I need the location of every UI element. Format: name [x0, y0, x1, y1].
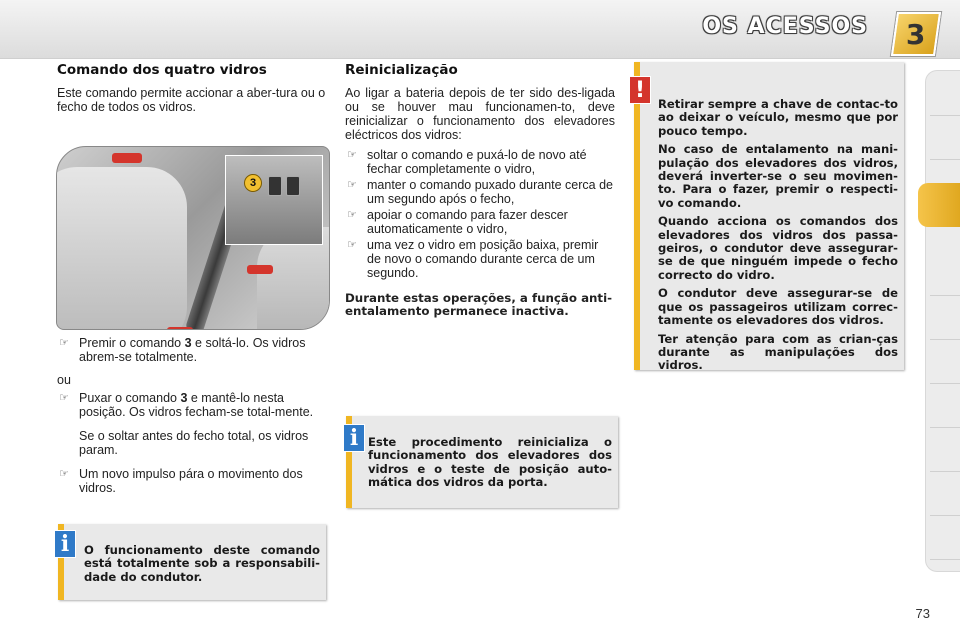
info-icon: i — [343, 424, 365, 452]
bullet-text: Puxar o comando — [79, 391, 181, 405]
pointing-hand-icon: ☞ — [59, 337, 69, 349]
bullet-text: e mantê-lo nesta posição. Os vidros fecham-se total-mente. — [79, 391, 314, 419]
page-number: 73 — [915, 606, 930, 621]
side-tab[interactable] — [930, 383, 960, 428]
bullet-continuation — [57, 429, 327, 457]
reset-step-text: manter o comando puxado durante cerca de um segundo após o fecho, — [367, 178, 613, 206]
pointing-hand-icon: ☞ — [347, 239, 357, 251]
info-note-text: O funcionamento deste comando está totalmente sob a responsabili-dade do condutor. — [84, 543, 320, 584]
info-note-driver — [58, 524, 326, 600]
side-tab[interactable] — [930, 339, 960, 384]
bullet-item — [57, 336, 327, 364]
reset-step — [345, 178, 615, 206]
warning-paragraph: Ter atenção para com as crian-ças durante as manipulações dos vidros. — [658, 331, 898, 373]
side-tab[interactable] — [930, 71, 960, 116]
anti-pinch-note: Durante estas operações, a função anti-entalamento permanece inactiva. — [345, 291, 613, 319]
pointing-hand-icon: ☞ — [59, 468, 69, 480]
seat-left — [56, 167, 187, 330]
reset-step-text: soltar o comando e puxá-lo de novo até fechar completamente o vidro, — [367, 148, 587, 176]
photo-inset — [225, 155, 323, 245]
info-note-text: Este procedimento reinicializa o funcionamento dos elevadores dos vidros e o teste de posição auto-mática dos vidros da porta. — [368, 435, 612, 490]
section-title-four-windows: Comando dos quatro vidros — [57, 62, 267, 78]
middle-column — [345, 62, 615, 319]
side-tab[interactable] — [930, 515, 960, 560]
or-text: ou — [57, 373, 71, 387]
command-ref: 3 — [180, 391, 188, 405]
side-tab[interactable] — [930, 295, 960, 340]
callout-3: 3 — [244, 174, 262, 192]
pointing-hand-icon: ☞ — [347, 209, 357, 221]
warning-text — [658, 98, 898, 378]
chapter-number: 3 — [906, 17, 926, 51]
side-tab-active[interactable] — [918, 183, 960, 227]
warning-note — [634, 62, 904, 373]
left-column-steps — [57, 336, 327, 495]
red-marker — [112, 153, 142, 163]
info-note-reset — [346, 416, 618, 508]
command-ref: 3 — [184, 336, 192, 350]
reset-step — [345, 148, 615, 176]
window-switch — [286, 176, 300, 196]
reset-step — [345, 238, 615, 280]
window-switch — [268, 176, 282, 196]
chapter-number-badge — [891, 12, 941, 56]
warning-paragraph: No caso de entalamento na mani-pulação dos elevadores dos vidros, deverá inverter-se o seu movimen-to. Para o fazer, premir o respecti-vo comando. — [658, 142, 898, 210]
side-tab[interactable] — [930, 251, 960, 296]
intro-text: Este comando permite accionar a aber-tura ou o fecho de todos os vidros. — [57, 86, 326, 114]
warning-paragraph: O condutor deve assegurar-se de que os passageiros utilizam correc-tamente os elevadores dos vidros. — [658, 286, 898, 328]
red-marker — [247, 265, 273, 274]
pointing-hand-icon: ☞ — [59, 392, 69, 404]
warning-paragraph: Retirar sempre a chave de contac-to ao deixar o veículo, mesmo que por pouco tempo. — [658, 97, 898, 138]
pointing-hand-icon: ☞ — [347, 149, 357, 161]
bullet-text: Um novo impulso pára o movimento dos vidros. — [79, 467, 303, 495]
warning-icon: ! — [629, 76, 651, 104]
left-column — [57, 62, 327, 114]
control-photo — [56, 146, 330, 330]
pointing-hand-icon: ☞ — [347, 179, 357, 191]
red-marker — [167, 327, 193, 330]
bullet-item — [57, 391, 327, 419]
side-tab[interactable] — [930, 115, 960, 160]
side-tab[interactable] — [930, 471, 960, 516]
reset-step-text: apoiar o comando para fazer descer automaticamente o vidro, — [367, 208, 568, 236]
reset-intro: Ao ligar a bateria depois de ter sido des-ligada ou se houver mau funcionamen-to, deve reinicializar o funcionamento dos elevadores eléctricos dos vidros: — [345, 86, 615, 142]
reset-step-text: uma vez o vidro em posição baixa, premir de novo o comando durante cerca de um segundo. — [367, 238, 599, 280]
bullet-text: Premir o comando — [79, 336, 185, 350]
bullet-item — [57, 467, 327, 495]
side-tab[interactable] — [930, 427, 960, 472]
chapter-side-tabs — [925, 70, 960, 572]
section-title-reset: Reinicialização — [345, 62, 458, 78]
reset-step — [345, 208, 615, 236]
chapter-title: OS ACESSOS — [702, 14, 868, 39]
bullet-text: e soltá-lo. Os vidros abrem-se totalmente. — [79, 336, 306, 364]
info-icon: i — [54, 530, 76, 558]
bullet-text: Se o soltar antes do fecho total, os vidros param. — [79, 429, 309, 457]
warning-paragraph: Quando acciona os comandos dos elevadores dos vidros dos passa-geiros, o condutor deve assegurar-se de que ninguém impede o fecho correcto do vidro. — [658, 214, 898, 282]
